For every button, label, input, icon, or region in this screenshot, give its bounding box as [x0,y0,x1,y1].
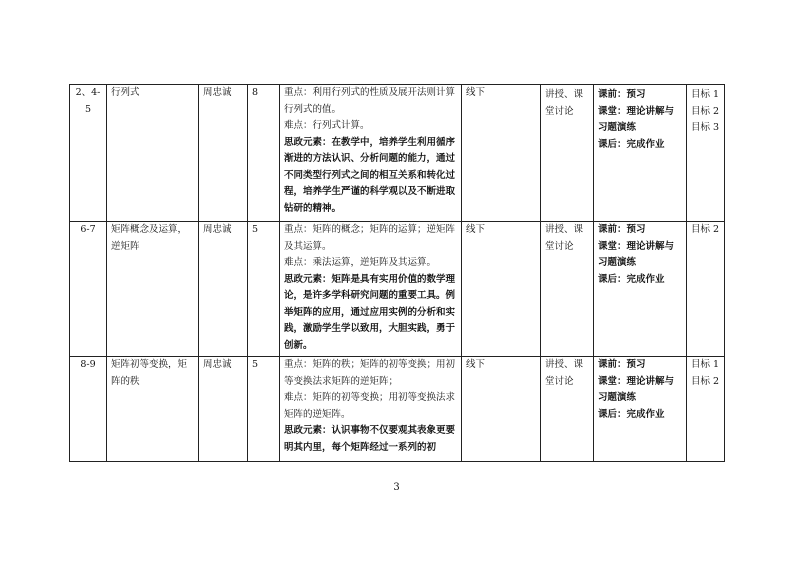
stage-before-class: 课前：预习 [598,359,646,370]
session-cell: 2、4-5 [70,85,107,222]
content-ideology: 思政元素：在教学中，培养学生利用循序渐进的方法认识、分析问题的能力，通过不同类型行列式之间的相互关系和转化过程，培养学生严谨的科学观以及不断进取钻研的精神。 [284,136,456,214]
schedule-table [69,84,725,462]
stages-cell [594,222,687,357]
goals-cell [687,222,725,357]
goals-cell [687,357,725,462]
content-difficulty: 难点：矩阵的初等变换；用初等变换法求矩阵的逆矩阵。 [284,392,456,420]
content-cell [280,85,462,222]
hours-cell: 5 [248,222,280,357]
mode-cell: 线下 [462,357,541,462]
session-cell: 6-7 [70,222,107,357]
content-key-points: 重点：矩阵的概念；矩阵的运算；逆矩阵及其运算。 [284,224,456,252]
teacher-cell: 周忠诚 [199,222,248,357]
method-cell: 讲授、课堂讨论 [541,222,594,357]
teacher-cell: 周忠诚 [199,85,248,222]
goal-item: 目标 2 [691,105,720,117]
hours-cell: 8 [248,85,280,222]
goal-item: 目标 1 [691,89,720,100]
table-row [70,222,725,357]
method-cell: 讲授、课堂讨论 [541,85,594,222]
table-row [70,357,725,462]
content-key-points: 重点：利用行列式的性质及展开法则计算行列式的值。 [284,87,456,115]
stage-before-class: 课前：预习 [598,224,646,235]
stage-in-class: 课堂：理论讲解与习题演练 [598,105,675,133]
schedule-rows [70,85,725,462]
goal-item: 目标 3 [691,122,720,133]
table-row [70,85,725,222]
goal-item: 目标 2 [691,224,720,235]
topic-cell: 矩阵初等变换，矩阵的秩 [107,357,199,462]
session-cell: 8-9 [70,357,107,462]
stage-in-class: 课堂：理论讲解与习题演练 [598,240,675,268]
teacher-cell: 周忠诚 [199,357,248,462]
content-ideology: 思政元素：矩阵是具有实用价值的数学理论，是许多学科研究问题的重要工具。例举矩阵的应用，通过应用实例的分析和实践，激励学生学以致用，大胆实践，勇于创新。 [284,273,456,351]
content-difficulty: 难点：乘法运算，逆矩阵及其运算。 [284,257,437,268]
stage-after-class: 课后：完成作业 [598,273,665,285]
content-cell [280,357,462,462]
topic-cell: 矩阵概念及运算，逆矩阵 [107,222,199,357]
stage-before-class: 课前：预习 [598,89,646,100]
method-cell: 讲授、课堂讨论 [541,357,594,462]
stage-after-class: 课后：完成作业 [598,138,665,150]
mode-cell: 线下 [462,222,541,357]
page-number: 3 [393,482,400,493]
hours-cell: 5 [248,357,280,462]
content-cell [280,222,462,357]
goal-item: 目标 2 [691,375,720,387]
content-key-points: 重点：矩阵的秩；矩阵的初等变换；用初等变换法求矩阵的逆矩阵； [284,359,456,387]
goals-cell [687,85,725,222]
mode-cell: 线下 [462,85,541,222]
stage-in-class: 课堂：理论讲解与习题演练 [598,375,675,403]
stage-after-class: 课后：完成作业 [598,408,665,420]
stages-cell [594,85,687,222]
topic-cell: 行列式 [107,85,199,222]
content-difficulty: 难点：行列式计算。 [284,120,370,131]
stages-cell [594,357,687,462]
goal-item: 目标 1 [691,359,720,370]
content-ideology: 思政元素：认识事物不仅要观其表象更要明其内里，每个矩阵经过一系列的初 [284,425,456,453]
